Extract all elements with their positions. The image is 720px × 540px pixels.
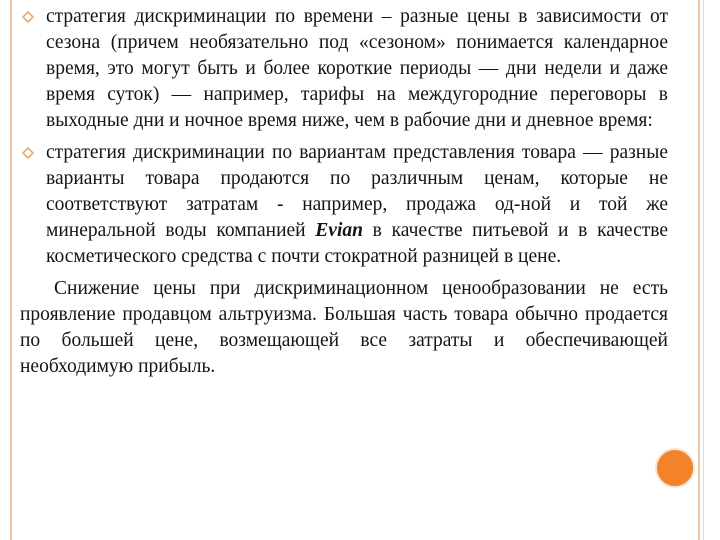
paragraph-text: Снижение цены при дискриминационном ценообразовании не есть проявление продавцом альтруизма. Большая часть товара обычно продается по большей цене, возмещающей все затраты и обеспечивающей необходимую прибыль. [20,278,668,377]
accent-circle [655,448,695,488]
bullet-item-variants [20,140,668,270]
body-paragraph [20,276,668,380]
diamond-outline-icon [22,11,34,23]
brand-name: Evian [315,220,363,241]
bullet-text: стратегия дискриминации по времени – разные цены в зависимости от сезона (причем необязательно под «сезоном» понимается календарное время, это могут быть и более короткие периоды — дни недели и даже время суток) — например, тарифы на междугородние переговоры в выходные дни и ночное время ниже, чем в рабочие дни и дневное время: [46,6,668,131]
frame-right-line-inner [703,0,704,540]
slide-content [20,4,668,380]
bullet-text-after: в качестве питьевой и в качестве косметического средства с почти стократной разницей в цене. [46,220,669,267]
bullet-item-time [20,4,668,134]
diamond-outline-icon [22,147,34,159]
bullet-text-before: стратегия дискриминации по вариантам представления товара — разные варианты товара продаются по различным ценам, которые не соответствуют затратам - например, продажа од-ной и той же минеральной воды компанией [46,142,668,241]
frame-left-line [10,0,12,540]
frame-right-line [698,0,700,540]
